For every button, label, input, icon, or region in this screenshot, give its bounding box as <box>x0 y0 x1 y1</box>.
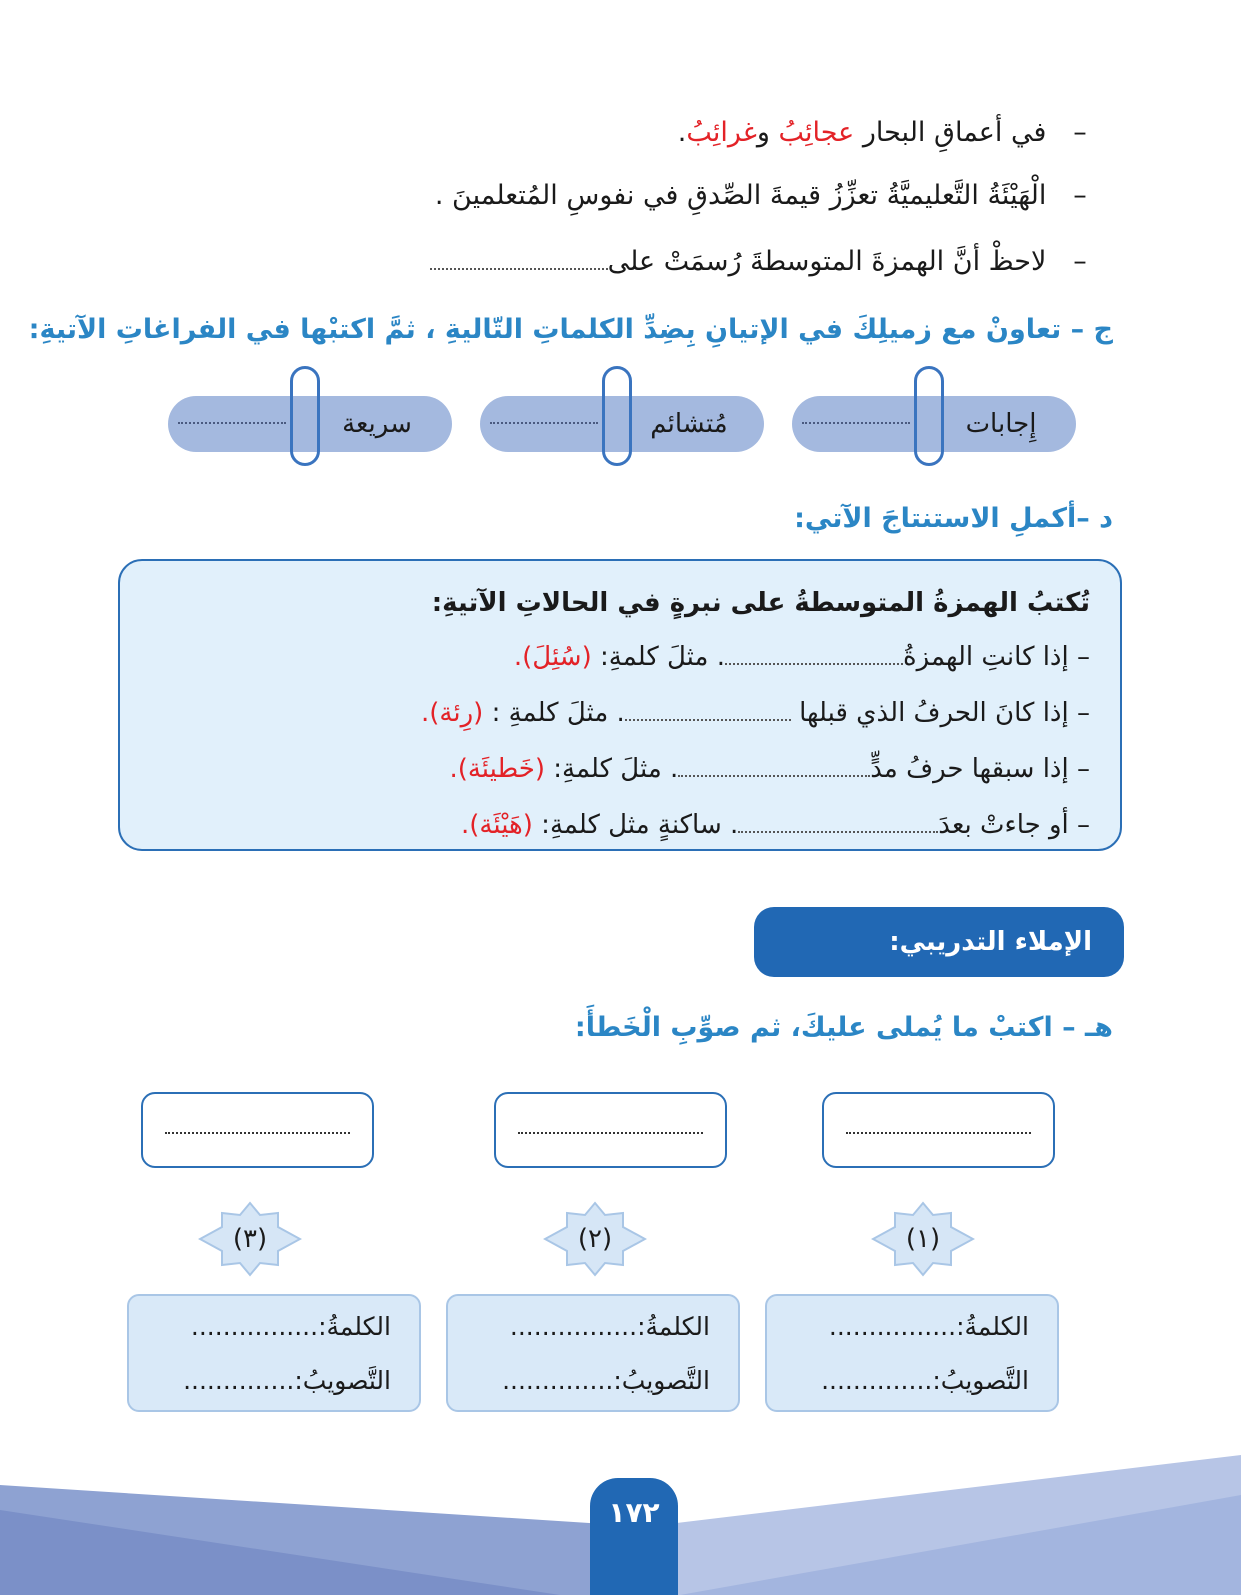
opposite-card-3 <box>168 396 452 452</box>
section-j-heading: ج – تعاونْ مع زميلِكَ في الإتيانِ بِضِدِّ الكلماتِ التّاليةِ ، ثمَّ اكتبْها في الفراغاتِ الآتيةِ: <box>28 314 1113 345</box>
conclusion-row-4 <box>461 805 1090 845</box>
fix-label: التَّصويبُ: <box>932 1366 1029 1395</box>
answer-blank[interactable] <box>165 1132 350 1134</box>
fix-label: التَّصويبُ: <box>294 1366 391 1395</box>
answer-blank[interactable] <box>846 1132 1031 1134</box>
row-text: . مثلَ كلمةِ : <box>483 698 625 728</box>
conclusion-row-2 <box>421 693 1090 733</box>
example-word: (هَيْئَة). <box>461 810 533 840</box>
fix-label: التَّصويبُ: <box>613 1366 710 1395</box>
word-line <box>510 1312 710 1341</box>
badge-number: (٢) <box>577 1224 613 1254</box>
row-text: – إذا كانَ الحرفُ الذي قبلها <box>790 698 1090 728</box>
bullet-dash: – <box>1073 117 1087 148</box>
conclusion-title: تُكتبُ الهمزةُ المتوسطةُ على نبرةٍ في الحالاتِ الآتيةِ: <box>431 588 1090 618</box>
word-label: الكلمةُ: <box>956 1312 1029 1341</box>
page-number: ١٧٢ <box>590 1478 678 1595</box>
example-word: (رِئة). <box>421 698 484 728</box>
bullet-line-2 <box>435 176 1105 216</box>
example-word: (سُئِلَ). <box>513 642 592 672</box>
card-word: إِجابات <box>965 409 1037 439</box>
clip-ring <box>914 366 944 466</box>
answer-blank[interactable] <box>678 767 870 777</box>
opposite-card-2 <box>480 396 764 452</box>
row-text: . مثلَ كلمةِ: <box>545 754 679 784</box>
answer-blank[interactable] <box>518 1132 703 1134</box>
bullet-text: و <box>756 117 779 148</box>
row-text: – أو جاءتْ بعدَ <box>938 810 1090 840</box>
number-badge-1 <box>871 1201 975 1277</box>
conclusion-box <box>118 559 1122 851</box>
answer-blank[interactable] <box>738 823 938 833</box>
conclusion-row-3 <box>449 749 1090 789</box>
section-h-heading: هـ – اكتبْ ما يُملى عليكَ، ثم صوِّبِ الْخَطأَ: <box>574 1012 1113 1043</box>
answer-blank[interactable]: ................ <box>828 1312 957 1341</box>
bullet-line-1 <box>678 113 1105 153</box>
badge-number: (١) <box>905 1224 941 1254</box>
row-text: . ساكنةٍ مثل كلمةِ: <box>532 810 739 840</box>
highlight-word: عجائِبُ <box>778 117 855 148</box>
answer-blank[interactable]: .............. <box>183 1366 295 1395</box>
opposite-card-1 <box>792 396 1076 452</box>
row-text: . مثلَ كلمةِ: <box>591 642 725 672</box>
section-d-heading: د –أكملِ الاستنتاجَ الآتي: <box>794 503 1113 534</box>
answer-blank[interactable] <box>625 711 791 721</box>
number-badge-3 <box>198 1201 302 1277</box>
bullet-line-3 <box>430 242 1105 282</box>
example-word: (خَطيئَة). <box>449 754 546 784</box>
answer-blank[interactable] <box>430 260 608 270</box>
answer-blank[interactable]: .............. <box>821 1366 933 1395</box>
dictation-box-1[interactable] <box>822 1092 1055 1168</box>
bullet-dash: – <box>1073 180 1087 211</box>
bullet-text: لاحظْ أنَّ الهمزةَ المتوسطةَ رُسمَتْ على <box>607 246 1047 277</box>
row-text: – إذا كانتِ الهمزةُ <box>902 642 1090 672</box>
correction-card-3 <box>127 1294 421 1412</box>
fix-line <box>821 1366 1029 1395</box>
word-label: الكلمةُ: <box>637 1312 710 1341</box>
dictation-box-3[interactable] <box>141 1092 374 1168</box>
clip-ring <box>602 366 632 466</box>
fix-line <box>183 1366 391 1395</box>
bullet-dash: – <box>1073 246 1087 277</box>
card-word: مُتشائم <box>650 409 728 439</box>
number-badge-2 <box>543 1201 647 1277</box>
bullet-text: في أعماقِ البحار <box>854 117 1047 148</box>
bullet-text: الْهَيْئَةُ التَّعليميَّةُ تعزِّزُ قيمةَ الصِّدقِ في نفوسِ المُتعلمينَ . <box>434 180 1047 211</box>
card-word: سريعة <box>342 409 412 439</box>
answer-blank[interactable] <box>178 422 286 424</box>
clip-ring <box>290 366 320 466</box>
word-line <box>829 1312 1029 1341</box>
word-label: الكلمةُ: <box>318 1312 391 1341</box>
dictation-banner: الإملاء التدريبي: <box>754 907 1124 977</box>
answer-blank[interactable] <box>490 422 598 424</box>
correction-card-2 <box>446 1294 740 1412</box>
conclusion-row-1 <box>514 637 1090 677</box>
badge-number: (٣) <box>232 1224 268 1254</box>
answer-blank[interactable]: ................ <box>190 1312 319 1341</box>
correction-card-1 <box>765 1294 1059 1412</box>
answer-blank[interactable]: .............. <box>502 1366 614 1395</box>
highlight-word: غرائِبُ <box>686 117 757 148</box>
answer-blank[interactable] <box>802 422 910 424</box>
dictation-box-2[interactable] <box>494 1092 727 1168</box>
bullet-text: . <box>677 117 687 148</box>
fix-line <box>502 1366 710 1395</box>
word-line <box>191 1312 391 1341</box>
answer-blank[interactable] <box>725 655 903 665</box>
row-text: – إذا سبقها حرفُ مدٍّ <box>870 754 1090 784</box>
answer-blank[interactable]: ................ <box>509 1312 638 1341</box>
